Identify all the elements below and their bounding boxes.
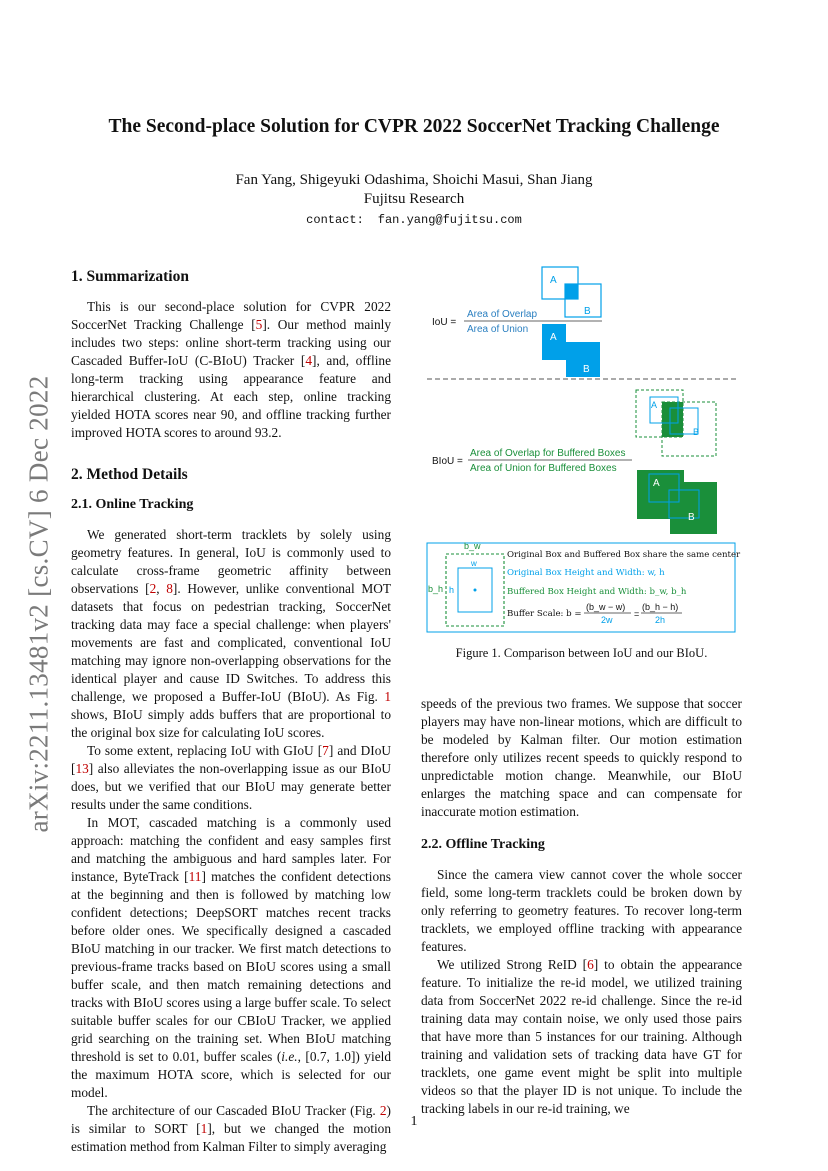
affiliation: Fujitsu Research bbox=[363, 191, 465, 207]
author-list: Fan Yang, Shigeyuki Odashima, Shoichi Masui, Shan Jiang bbox=[235, 172, 593, 188]
para-offline-2: We utilized Strong ReID [6] to obtain the appearance feature. To initialize the re-id model, we utilized training data from SoccerNet 2022 re-id challenge. Since the re-id training data may contain noise, we only used those pairs that have more than 5 instances for our training. Although training and validation sets of tracking data have GT for tracklets, one game event might be split into multiple videos so that the player ID is not unique. To include the tracking labels in our re-id training, we bbox=[421, 957, 742, 1116]
legend-line-3: Buffered Box Height and Width: b_w, b_h bbox=[507, 587, 687, 597]
legend-scale-label: Buffer Scale: b = bbox=[507, 609, 582, 619]
legend-w: w bbox=[471, 559, 477, 568]
legend-bh: b_h bbox=[428, 584, 444, 594]
label-b: B bbox=[583, 364, 590, 375]
legend-center-dot bbox=[474, 589, 477, 592]
citation-link[interactable]: 5 bbox=[255, 317, 263, 332]
arxiv-side-stamp: arXiv:2211.13481v2 [cs.CV] 6 Dec 2022 bbox=[23, 375, 54, 833]
biou-denominator: Area of Union for Buffered Boxes bbox=[470, 463, 617, 474]
figure-link[interactable]: 1 bbox=[384, 689, 391, 704]
paper-title: The Second-place Solution for CVPR 2022 SoccerNet Tracking Challenge bbox=[108, 116, 720, 137]
para-online-4: The architecture of our Cascaded BIoU Tracker (Fig. 2) is similar to SORT [1], but we changed the motion estimation method from Kalman Filter to simply averaging bbox=[71, 1103, 391, 1154]
label-b: B bbox=[693, 427, 700, 437]
frac2-denominator: 2h bbox=[655, 615, 666, 625]
legend-line-1: Original Box and Buffered Box share the same center bbox=[507, 550, 741, 560]
figure-caption: Figure 1. Comparison between IoU and our BIoU. bbox=[455, 646, 708, 660]
page-number: 1 bbox=[410, 1114, 418, 1129]
para-online-continued: speeds of the previous two frames. We suppose that soccer players may have non-linear motions, which are difficult to be modeled by Kalman filter. Our motion estimation therefore only utilizes recent speeds to quickly respond to unpredictable motion change. Meanwhile, our BIoU enlarges the matching space and can compensate for inaccurate motion estimation. bbox=[421, 696, 742, 819]
heading-online-tracking: 2.1. Online Tracking bbox=[71, 497, 194, 512]
legend-bw: b_w bbox=[464, 541, 481, 551]
iou-numerator: Area of Overlap bbox=[467, 309, 538, 320]
iou-formula-label: IoU = bbox=[432, 317, 457, 328]
frac1-numerator: (b_w − w) bbox=[586, 602, 626, 612]
left-column bbox=[71, 268, 391, 1156]
para-online-2: To some extent, replacing IoU with GIoU [7] and DIoU [13] also alleviates the non-overlapping issue as our BIoU does, but we verified that our BIoU may generate better results under the same conditions. bbox=[71, 743, 392, 812]
heading-method-details: 2. Method Details bbox=[71, 466, 188, 483]
biou-overlap-region bbox=[662, 402, 683, 437]
iou-denominator: Area of Union bbox=[467, 324, 529, 335]
figure-link[interactable]: 2 bbox=[379, 1103, 387, 1118]
citation-link[interactable]: 1 bbox=[200, 1121, 208, 1136]
citation-link[interactable]: 6 bbox=[587, 957, 594, 972]
label-b: B bbox=[688, 512, 695, 523]
citation-link[interactable]: 4 bbox=[305, 353, 312, 368]
biou-numerator: Area of Overlap for Buffered Boxes bbox=[470, 448, 626, 459]
label-a: A bbox=[550, 332, 557, 343]
citation-link[interactable]: 2 bbox=[149, 581, 157, 596]
iou-overlap-region bbox=[565, 284, 578, 299]
para-offline-1: Since the camera view cannot cover the whole soccer field, some long-term tracklets could be broken down by only referring to geometry features. To recover long-term tracklets, we employed offline tracking with appearance features. bbox=[421, 867, 742, 954]
citation-link[interactable]: 7 bbox=[322, 743, 329, 758]
citation-link[interactable]: 13 bbox=[75, 761, 89, 776]
para-summary: This is our second-place solution for CVPR 2022 SoccerNet Tracking Challenge [5]. Our method mainly includes two steps: online short-term tracking using our Cascaded Buffer-IoU (C-BIoU) Tracker [4], and, offline long-term tracking using appearance feature and hierarchical clustering. At each step, online tracking yielded HOTA scores near 90, and offline tracking further improved HOTA scores to around 93.2. bbox=[71, 299, 392, 440]
label-a: A bbox=[550, 275, 557, 286]
legend-line-2: Original Box Height and Width: w, h bbox=[507, 568, 665, 578]
legend-h: h bbox=[449, 585, 455, 595]
frac-equals: = bbox=[634, 609, 640, 619]
right-column bbox=[421, 695, 742, 1118]
label-b: B bbox=[584, 306, 591, 317]
heading-summarization: 1. Summarization bbox=[71, 268, 189, 285]
contact-email[interactable]: fan.yang@fujitsu.com bbox=[377, 213, 522, 227]
frac2-numerator: (b_h − h) bbox=[642, 602, 679, 612]
biou-formula-label: BIoU = bbox=[432, 456, 463, 467]
citation-link[interactable]: 8 bbox=[166, 581, 173, 596]
label-a: A bbox=[651, 400, 658, 410]
label-a: A bbox=[653, 478, 660, 489]
figure-1-iou-vs-biou bbox=[424, 262, 744, 637]
contact-label: contact: bbox=[306, 213, 364, 227]
heading-offline-tracking: 2.2. Offline Tracking bbox=[421, 837, 545, 852]
frac1-denominator: 2w bbox=[601, 615, 613, 625]
citation-link[interactable]: 11 bbox=[188, 869, 202, 884]
para-online-3: In MOT, cascaded matching is a commonly used approach: matching the confident and easy samples first and matching the ambiguous and hard samples later. For instance, ByteTrack [11] matches the confident detections at the beginning and then is followed by matching low confident detections; DeepSORT matches recent tracks before older ones. We specifically designed a cascaded BIoU matching in our tracker. We first match detections to previous-frame tracks based on BIoU scores using a small buffer scale, and then match remaining detections and tracks with BIoU scores using a large buffer scale. To select suitable buffer scales for our CBIoU Tracker, we applied grid searching on the training set. When BIoU matching threshold is set to 0.01, buffer scales (i.e., [0.7, 1.0]) yield the maximum HOTA score, which is selected for our model. bbox=[71, 815, 391, 1100]
para-online-1: We generated short-term tracklets by solely using geometry features. In general, IoU is commonly used to calculate cross-frame geometric affinity between observations [2, 8]. However, unlike conventional MOT datasets that focus on pedestrian tracking, SoccerNet tracking data may face a special challenge: when players' movements are fast and complicated, conventional IoU matching may ignore non-overlapping observations for the identical player and cause ID Switches. To address this challenge, we proposed a Buffer-IoU (BIoU). As Fig. 1 shows, BIoU simply adds buffers that are proportional to the original box size for calculating IoU scores. bbox=[71, 527, 392, 740]
contact-line bbox=[0, 213, 828, 227]
